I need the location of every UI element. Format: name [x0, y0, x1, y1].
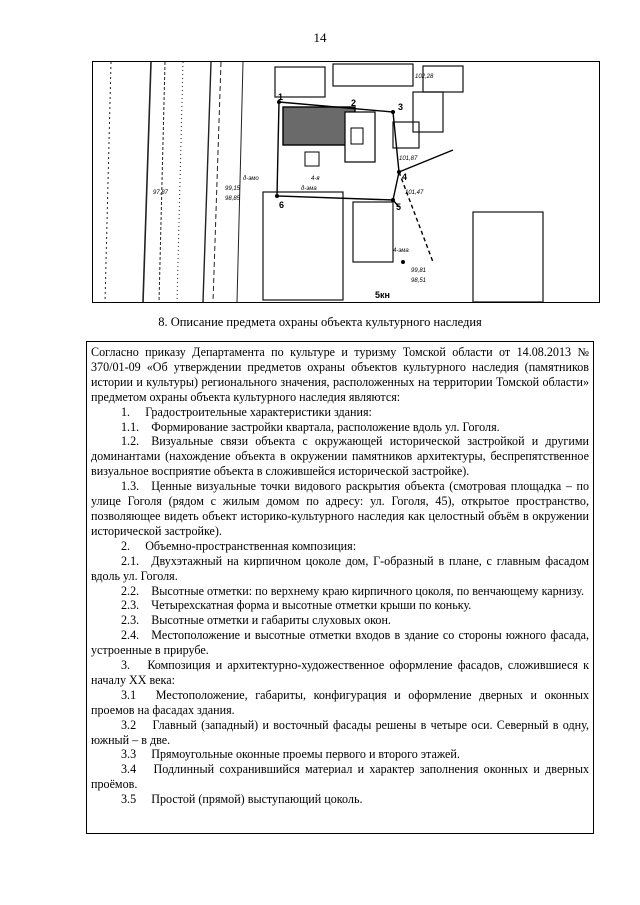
item-3-3: 3.3 Прямоугольные оконные проемы первого и второго этажей.: [121, 747, 460, 762]
map-annotation: 4-я: [311, 176, 320, 182]
map-annotation: 5кн: [375, 290, 390, 300]
map-annotation: 4-эма: [393, 248, 409, 254]
point-label-1: 1: [278, 92, 284, 102]
item-1-3: 1.3. Ценные визуальные точки видового раскрытия объекта (смотровая площадка – по улице Гоголя (рядом с жилым домом по адресу: ул. Гоголя, 45), открытое пространство, позволяющее видеть объект историко-культурного наследия как целостный объём в окружении исторической застройке).: [91, 479, 589, 538]
section-heading: 8. Описание предмета охраны объекта культурного наследия: [158, 315, 482, 329]
point-label-3: 3: [398, 102, 404, 112]
item-2-3a: 2.3. Четырехскатная форма и высотные отметки крыши по коньку.: [121, 598, 472, 613]
point-label-2: 2: [351, 98, 357, 108]
map-annotation: д-эмо: [243, 176, 259, 182]
elevation-mark: 98,51: [411, 278, 427, 284]
item-3-2: 3.2 Главный (западный) и восточный фасады решены в четыре оси. Северный в одну, южный – в две.: [91, 717, 589, 747]
elevation-mark: 98,85: [225, 196, 241, 202]
item-3-5: 3.5 Простой (прямой) выступающий цоколь.: [121, 792, 363, 807]
point-label-4: 4: [402, 172, 408, 182]
site-plan-map: [92, 61, 600, 303]
item-2-2: 2.2. Высотные отметки: по верхнему краю кирпичного цоколя, по венчающему карнизу.: [121, 583, 585, 598]
item-1-1: 1.1. Формирование застройки квартала, расположение вдоль ул. Гоголя.: [121, 419, 500, 434]
elevation-mark: 99,15: [225, 186, 241, 192]
elevation-mark: 102,28: [415, 74, 434, 80]
item-3-4: 3.4 Подлинный сохранившийся материал и характер заполнения оконных и дверных проёмов.: [91, 762, 589, 792]
map-annotation: д-эма: [301, 186, 317, 192]
intro-paragraph: Согласно приказу Департамента по культуре и туризму Томской области от 14.08.2013 № 370/01-09 «Об утверждении предметов охраны объектов культурного наследия (памятников истории и культуры) регионального значения, расположенных на территории Томской области» предметом охраны объекта культурного наследия являются:: [91, 345, 589, 404]
item-1: 1. Градостроительные характеристики здания:: [121, 404, 372, 419]
item-2-1: 2.1. Двухэтажный на кирпичном цоколе дом, Г-образный в плане, с главным фасадом вдоль ул. Гоголя.: [91, 553, 589, 583]
item-1-2: 1.2. Визуальные связи объекта с окружающей исторической застройкой и другими доминантами (нахождение объекта в окружении памятников архитектуры, беспрепятственное визуальное восприятие объекта в сложившейся исторической застройке).: [91, 434, 589, 479]
protection-subject-box: [86, 341, 594, 834]
elevation-mark: 101,87: [399, 156, 418, 162]
elevation-mark: 97,87: [153, 190, 169, 196]
elevation-mark: 101,47: [405, 190, 424, 196]
item-2-4: 2.4. Местоположение и высотные отметки входов в здание со стороны южного фасада, устроенные в прирубе.: [91, 628, 589, 658]
item-3: 3. Композиция и архитектурно-художественное оформление фасадов, сложившиеся к началу XX века:: [91, 658, 589, 687]
point-label-5: 5: [396, 202, 402, 212]
item-2-3b: 2.3. Высотные отметки и габариты слуховых окон.: [121, 613, 391, 628]
point-label-6: 6: [279, 200, 285, 210]
page-number: 14: [313, 30, 327, 45]
item-3-1: 3.1 Местоположение, габариты, конфигурация и оформление дверных и оконных проемов на фасадах здания.: [91, 687, 589, 717]
elevation-mark: 99,81: [411, 268, 427, 274]
item-2: 2. Объемно-пространственная композиция:: [121, 538, 357, 553]
